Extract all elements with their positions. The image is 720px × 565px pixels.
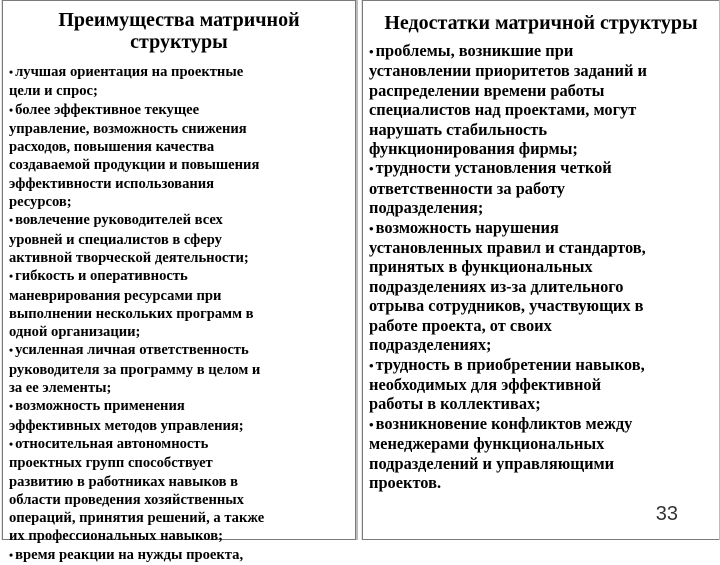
list-item-text: трудность в приобретении навыков, необходимых для эффективной работы в коллективах;	[369, 354, 645, 414]
list-item	[369, 218, 719, 355]
list-item	[369, 355, 719, 414]
bullet-icon: •	[9, 344, 14, 358]
bullet-icon: •	[9, 66, 14, 79]
disadvantages-title: Недостатки матричной структуры	[384, 12, 698, 34]
bullet-icon: •	[9, 270, 14, 284]
list-item	[9, 63, 351, 101]
bullet-icon: •	[369, 161, 374, 177]
list-item-text: относительная автономность проектных групп способствует развитию в работниках навыков в области проведения хозяйственных операций, принятия решений, а также их профессиональных навыков;	[9, 435, 265, 545]
advantages-panel	[2, 0, 356, 563]
list-item	[9, 101, 351, 212]
list-item-text: гибкость и оперативность маневрирования ресурсами при выполнении нескольких программ в одной организации;	[9, 268, 254, 341]
bullet-icon: •	[9, 103, 14, 117]
bullet-icon: •	[369, 44, 374, 59]
list-item-text: вовлечение руководителей всех уровней и специалистов в сферу активной творческой деятельности;	[9, 212, 249, 266]
list-item	[369, 414, 719, 493]
bullet-icon: •	[9, 400, 14, 414]
disadvantages-panel	[362, 0, 719, 540]
slide-number: 33	[655, 503, 678, 525]
bullet-icon: •	[9, 437, 14, 451]
bullet-icon: •	[369, 416, 374, 432]
bullet-icon: •	[9, 548, 14, 562]
list-item	[9, 397, 351, 435]
advantages-list	[3, 53, 355, 565]
list-item-text: возможность применения эффективных методов управления;	[9, 398, 244, 434]
list-item	[369, 41, 719, 158]
list-item	[9, 435, 351, 546]
bullet-icon: •	[369, 357, 374, 373]
list-item-text: более эффективное текущее управление, возможность снижения расходов, повышения качества создаваемой продукции и повышения эффективности использования ресурсов;	[9, 101, 260, 211]
list-item	[9, 546, 351, 565]
list-item-text: возникновение конфликтов между менеджерами функциональных подразделений и управляющими проектов.	[369, 413, 633, 492]
list-item-text: возможность нарушения установленных правил и стандартов, принятых в функциональных подразделениях из-за длительного отрыва сотрудников, участвующих в работе проекта, от своих подразделениях;	[369, 217, 646, 355]
bullet-icon: •	[9, 214, 14, 228]
list-item-text: лучшая ориентация на проектные цели и спрос;	[9, 64, 244, 100]
list-item-text: проблемы, возникшие при установлении приоритетов заданий и распределении времени работы специалистов над проектами, могут нарушать стабильность функционирования фирмы;	[369, 41, 647, 159]
bullet-icon: •	[369, 220, 374, 236]
list-item-text: время реакции на нужды проекта,	[15, 546, 244, 563]
list-item	[9, 267, 351, 341]
list-item	[369, 158, 719, 217]
list-item	[9, 211, 351, 267]
list-item-text: усиленная личная ответственность руководителя за программу в целом и за ее элементы;	[9, 342, 261, 397]
disadvantages-list	[363, 37, 719, 492]
list-item	[9, 341, 351, 397]
advantages-title: Преимущества матричной структуры	[58, 9, 300, 53]
list-item-text: трудности установления четкой ответственности за работу подразделения;	[369, 158, 612, 218]
